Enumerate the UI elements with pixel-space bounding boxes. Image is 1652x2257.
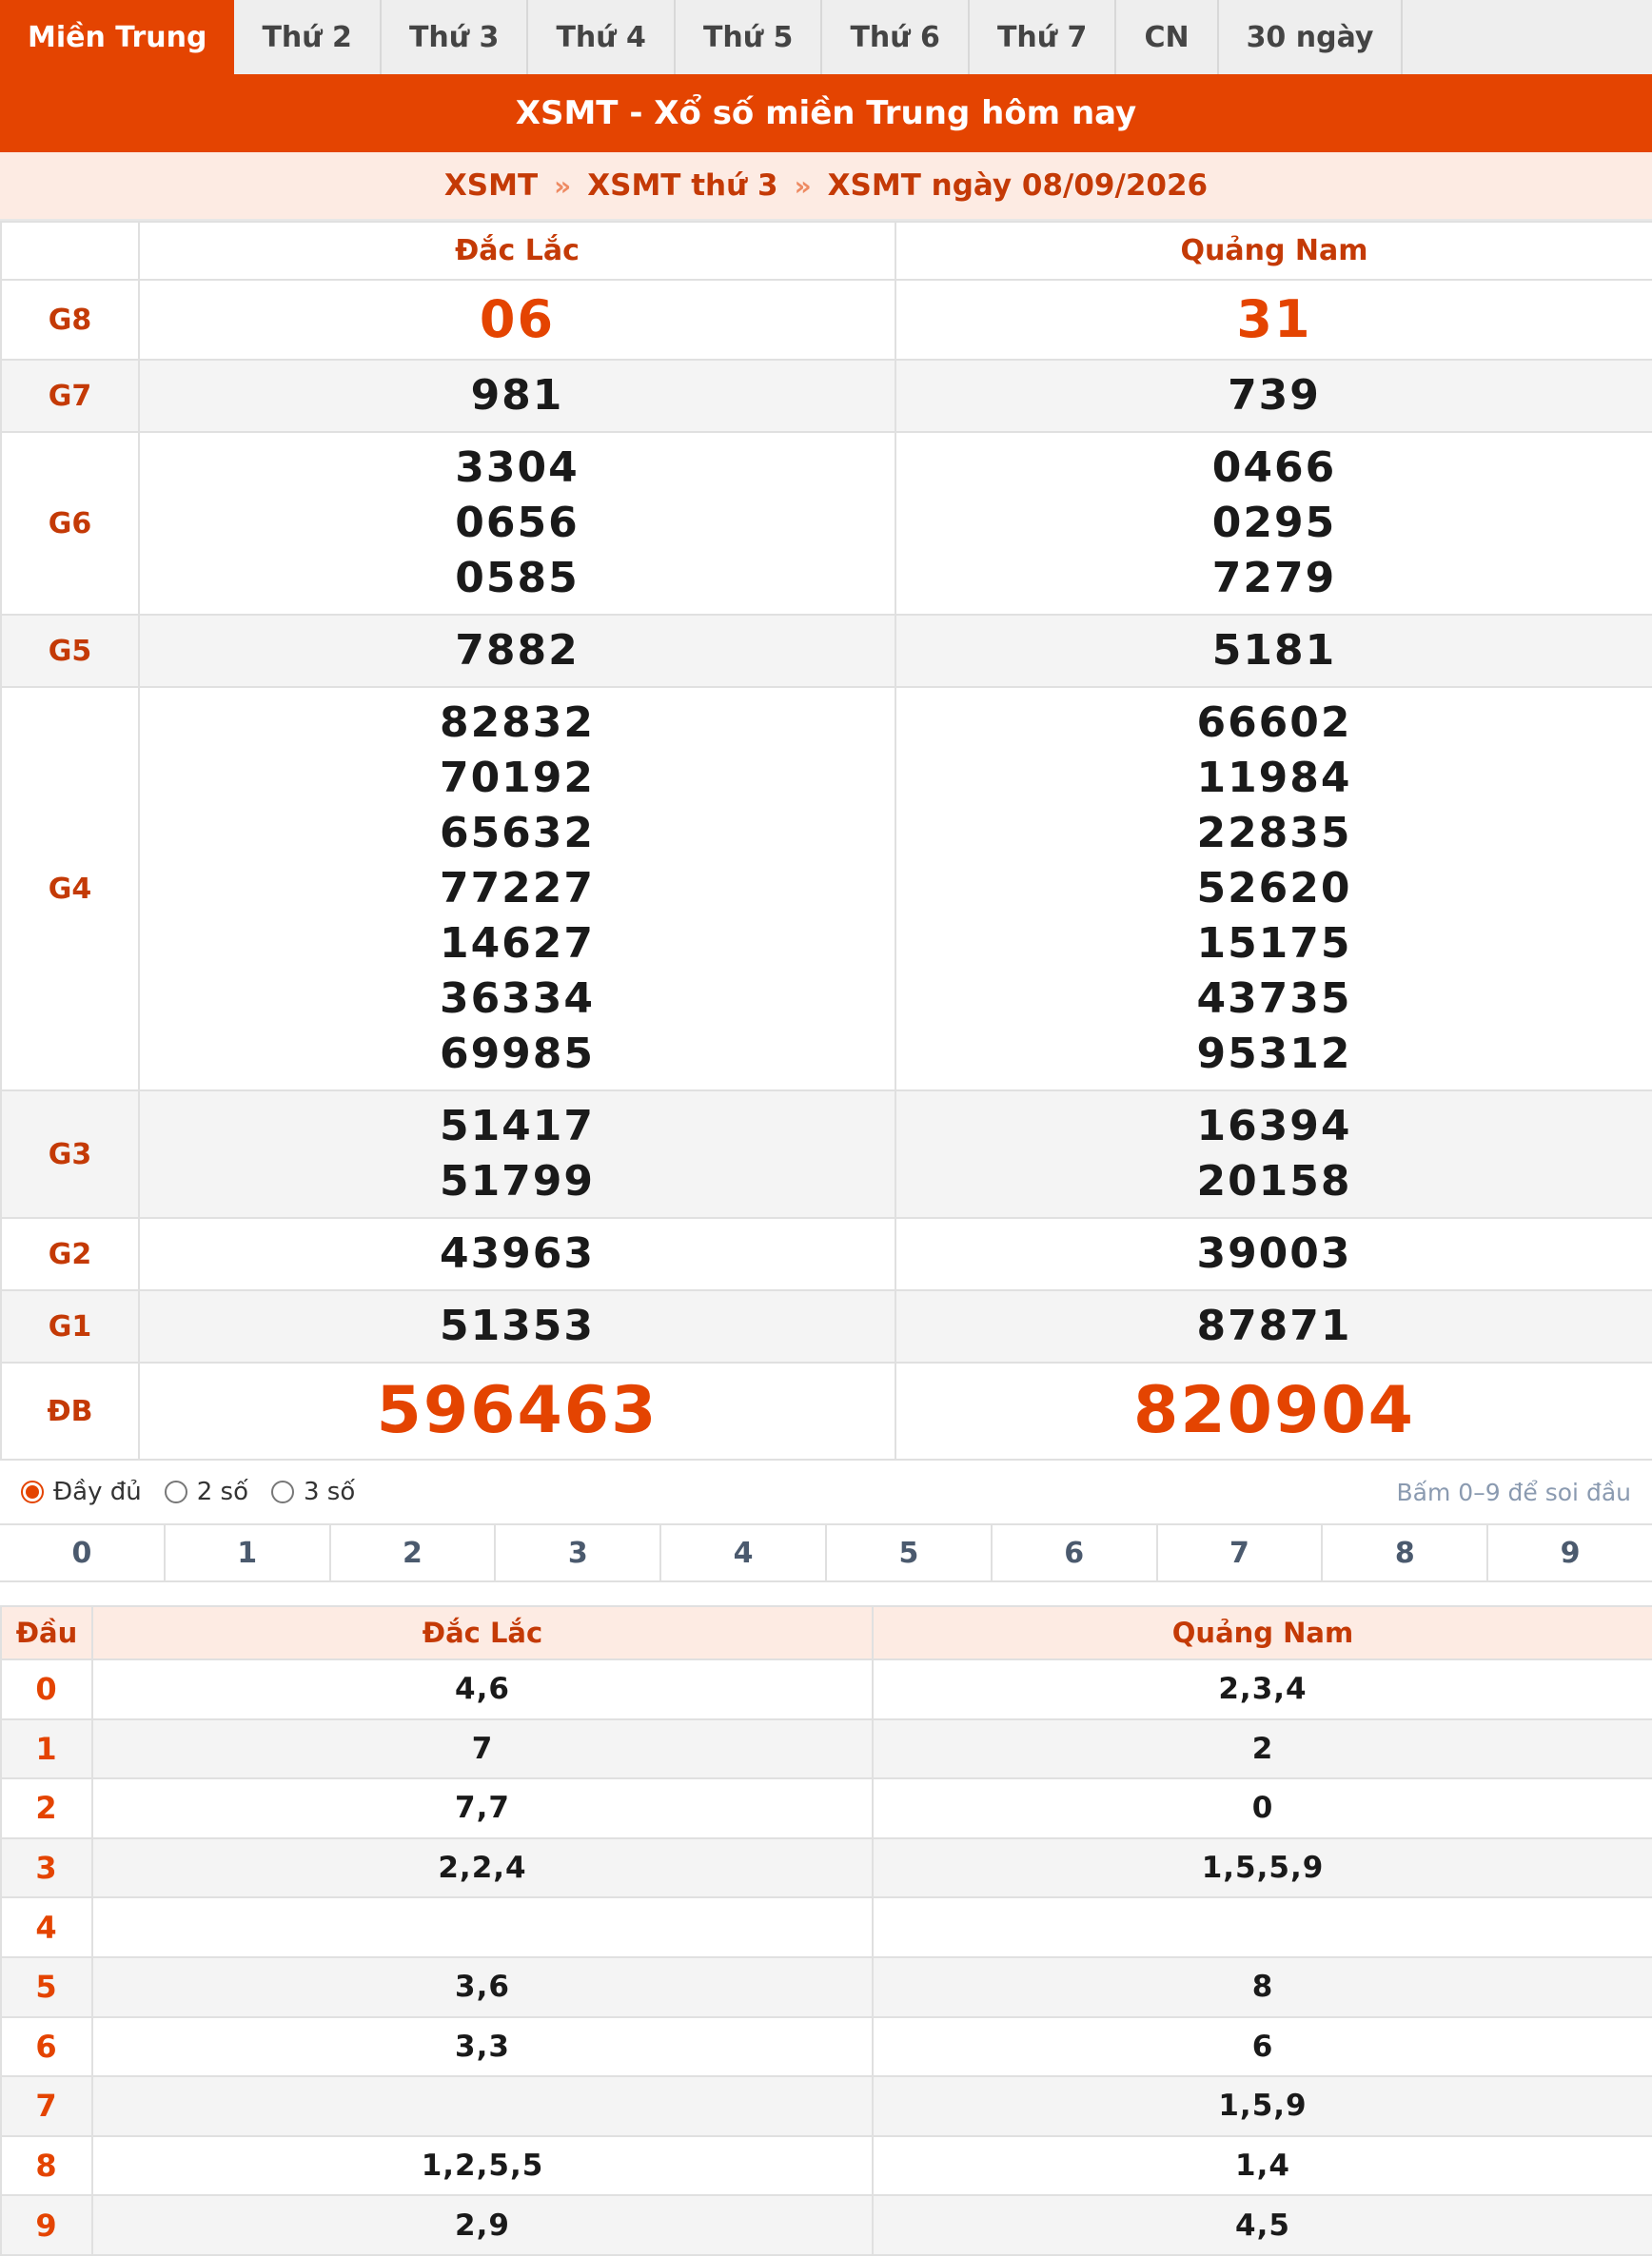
dau-header-daclac: Đắc Lắc — [92, 1606, 873, 1659]
filter-radio-1[interactable] — [165, 1478, 248, 1506]
prize-number: 3304 — [455, 443, 580, 492]
dau-tails — [92, 2076, 873, 2136]
radio-circle-icon[interactable] — [271, 1481, 294, 1503]
dau-row — [1, 1957, 1652, 2017]
digit-selector — [0, 1523, 1652, 1582]
prize-cell — [895, 1290, 1652, 1363]
prize-label: G8 — [1, 280, 139, 360]
prize-row — [1, 615, 1652, 687]
digit-button-0[interactable]: 0 — [0, 1525, 166, 1580]
prize-number: 5181 — [1211, 626, 1337, 675]
dau-row — [1, 1897, 1652, 1957]
dau-header-head: Đầu — [1, 1606, 92, 1659]
dau-tails: 1,2,5,5 — [92, 2136, 873, 2196]
filter-radio-2[interactable] — [271, 1478, 355, 1506]
prize-cell — [895, 687, 1652, 1090]
prize-number: 52620 — [1196, 864, 1352, 913]
province-header-daclac: Đắc Lắc — [139, 222, 895, 280]
digit-button-3[interactable]: 3 — [496, 1525, 661, 1580]
dau-head: 6 — [1, 2017, 92, 2077]
prize-cell — [895, 1363, 1652, 1460]
prize-cell — [895, 1218, 1652, 1290]
digit-button-9[interactable]: 9 — [1560, 1536, 1581, 1570]
prize-label: G3 — [1, 1090, 139, 1218]
dau-tails — [92, 1897, 873, 1957]
spacer — [0, 1582, 1652, 1605]
filter-hint: Bấm 0–9 để soi đầu — [1396, 1478, 1631, 1506]
prize-number: 06 — [479, 289, 556, 349]
prize-number: 87871 — [1196, 1302, 1352, 1350]
dau-row — [1, 1659, 1652, 1719]
breadcrumb-separator: » — [794, 169, 812, 202]
tab-4[interactable]: Thứ 5 — [676, 0, 823, 74]
prize-row — [1, 687, 1652, 1090]
dau-tails: 1,5,9 — [873, 2076, 1652, 2136]
prize-cell — [139, 360, 895, 432]
digit-button-8[interactable]: 8 — [1323, 1525, 1488, 1580]
digit-button-4[interactable]: 4 — [661, 1525, 827, 1580]
dau-row — [1, 2076, 1652, 2136]
prize-cell — [139, 1090, 895, 1218]
prize-number: 51353 — [439, 1302, 596, 1350]
prize-number: 39003 — [1196, 1229, 1352, 1278]
prize-row — [1, 280, 1652, 360]
filter-bar — [0, 1461, 1652, 1523]
dau-tails: 2,3,4 — [873, 1659, 1652, 1719]
prize-number: 0466 — [1211, 443, 1337, 492]
prize-number: 66602 — [1196, 698, 1352, 747]
prize-cell — [895, 432, 1652, 615]
prize-number: 820904 — [1133, 1373, 1415, 1448]
prize-number: 70192 — [439, 754, 596, 802]
prize-number: 0585 — [455, 554, 580, 602]
dau-head: 3 — [1, 1838, 92, 1898]
tab-0[interactable]: Miền Trung — [0, 0, 234, 74]
dau-tails: 0 — [873, 1778, 1652, 1838]
prize-cell — [895, 360, 1652, 432]
region-tabs — [0, 0, 1652, 74]
prize-label: G1 — [1, 1290, 139, 1363]
prize-number: 43735 — [1196, 974, 1352, 1023]
prize-label: G6 — [1, 432, 139, 615]
prize-number: 7882 — [455, 626, 580, 675]
prize-number: 14627 — [439, 919, 596, 968]
prize-label: ĐB — [1, 1363, 139, 1460]
prize-cell — [139, 1290, 895, 1363]
prize-number: 7279 — [1211, 554, 1337, 602]
breadcrumb — [0, 152, 1652, 221]
prize-number: 596463 — [376, 1373, 659, 1448]
prize-label: G4 — [1, 687, 139, 1090]
prize-number: 981 — [470, 371, 564, 420]
dau-tails: 6 — [873, 2017, 1652, 2077]
prize-cell — [895, 280, 1652, 360]
prize-row — [1, 1218, 1652, 1290]
radio-label: 3 số — [303, 1478, 356, 1506]
prize-row — [1, 1090, 1652, 1218]
dau-row — [1, 1778, 1652, 1838]
prize-number: 51417 — [439, 1102, 596, 1150]
prize-cell — [139, 687, 895, 1090]
dau-tails: 1,5,5,9 — [873, 1838, 1652, 1898]
breadcrumb-home-link[interactable]: XSMT — [443, 168, 539, 203]
prize-number: 51799 — [439, 1157, 596, 1206]
radio-label: 2 số — [196, 1478, 248, 1506]
prize-number: 15175 — [1196, 919, 1352, 968]
dau-tails: 7 — [92, 1719, 873, 1779]
prize-row — [1, 360, 1652, 432]
prize-number: 82832 — [439, 698, 596, 747]
results-table — [0, 221, 1652, 1461]
radio-circle-icon[interactable] — [21, 1481, 44, 1503]
dau-head: 9 — [1, 2195, 92, 2255]
tab-2[interactable]: Thứ 3 — [382, 0, 529, 74]
digit-button-5[interactable]: 5 — [827, 1525, 993, 1580]
breadcrumb-date-link[interactable]: XSMT ngày 08/09/2026 — [827, 168, 1209, 203]
province-header-quangnam: Quảng Nam — [895, 222, 1652, 280]
results-header-row — [1, 222, 1652, 280]
dau-header-row — [1, 1606, 1652, 1659]
prize-cell — [139, 1363, 895, 1460]
tab-6[interactable]: Thứ 7 — [970, 0, 1117, 74]
dau-table — [0, 1605, 1652, 2256]
dau-tails: 2,2,4 — [92, 1838, 873, 1898]
breadcrumb-day-link[interactable]: XSMT thứ 3 — [587, 168, 778, 203]
dau-head: 2 — [1, 1778, 92, 1838]
prize-number: 0656 — [455, 499, 580, 547]
prize-number: 739 — [1228, 371, 1321, 420]
prize-label: G5 — [1, 615, 139, 687]
dau-tails: 3,3 — [92, 2017, 873, 2077]
dau-head: 4 — [1, 1897, 92, 1957]
prize-label: G2 — [1, 1218, 139, 1290]
dau-row — [1, 1719, 1652, 1779]
digit-button-2[interactable]: 2 — [331, 1525, 497, 1580]
dau-tails: 1,4 — [873, 2136, 1652, 2196]
prize-row — [1, 432, 1652, 615]
page-title: XSMT - Xổ số miền Trung hôm nay — [0, 74, 1652, 152]
prize-number: 43963 — [439, 1229, 596, 1278]
dau-head: 8 — [1, 2136, 92, 2196]
tab-1[interactable]: Thứ 2 — [234, 0, 382, 74]
dau-tails — [873, 1897, 1652, 1957]
radio-label: Đầy đủ — [53, 1478, 142, 1506]
prize-cell — [895, 615, 1652, 687]
digit-button-1[interactable]: 1 — [166, 1525, 331, 1580]
tab-3[interactable]: Thứ 4 — [528, 0, 676, 74]
prize-row — [1, 1290, 1652, 1363]
breadcrumb-separator: » — [554, 169, 572, 202]
prize-number: 0295 — [1211, 499, 1337, 547]
dau-tails: 7,7 — [92, 1778, 873, 1838]
prize-cell — [139, 432, 895, 615]
prize-label: G7 — [1, 360, 139, 432]
tab-7[interactable]: CN — [1116, 0, 1218, 74]
prize-row — [1, 1363, 1652, 1460]
digit-button-7[interactable]: 7 — [1158, 1525, 1324, 1580]
prize-number: 22835 — [1196, 809, 1352, 857]
dau-tails: 2 — [873, 1719, 1652, 1779]
prize-number: 69985 — [439, 1030, 596, 1078]
dau-head: 1 — [1, 1719, 92, 1779]
tab-8[interactable]: 30 ngày — [1219, 0, 1404, 74]
prize-column-header — [1, 222, 139, 280]
prize-cell — [895, 1090, 1652, 1218]
prize-number: 31 — [1236, 289, 1312, 349]
prize-number: 65632 — [439, 809, 596, 857]
prize-number: 36334 — [439, 974, 596, 1023]
dau-row — [1, 2017, 1652, 2077]
dau-row — [1, 2136, 1652, 2196]
prize-number: 20158 — [1196, 1157, 1352, 1206]
dau-tails: 4,6 — [92, 1659, 873, 1719]
dau-head: 7 — [1, 2076, 92, 2136]
dau-head: 5 — [1, 1957, 92, 2017]
filter-radio-0[interactable] — [21, 1478, 142, 1506]
prize-number: 77227 — [439, 864, 596, 913]
prize-cell — [139, 615, 895, 687]
dau-head: 0 — [1, 1659, 92, 1719]
prize-cell — [139, 1218, 895, 1290]
prize-cell — [139, 280, 895, 360]
dau-row — [1, 1838, 1652, 1898]
dau-header-quangnam: Quảng Nam — [873, 1606, 1652, 1659]
prize-number: 95312 — [1196, 1030, 1352, 1078]
dau-row — [1, 2195, 1652, 2255]
prize-number: 16394 — [1196, 1102, 1352, 1150]
radio-circle-icon[interactable] — [165, 1481, 187, 1503]
prize-number: 11984 — [1196, 754, 1352, 802]
dau-tails: 4,5 — [873, 2195, 1652, 2255]
dau-tails: 2,9 — [92, 2195, 873, 2255]
tab-5[interactable]: Thứ 6 — [822, 0, 970, 74]
digit-button-6[interactable]: 6 — [993, 1525, 1158, 1580]
dau-tails: 8 — [873, 1957, 1652, 2017]
dau-tails: 3,6 — [92, 1957, 873, 2017]
